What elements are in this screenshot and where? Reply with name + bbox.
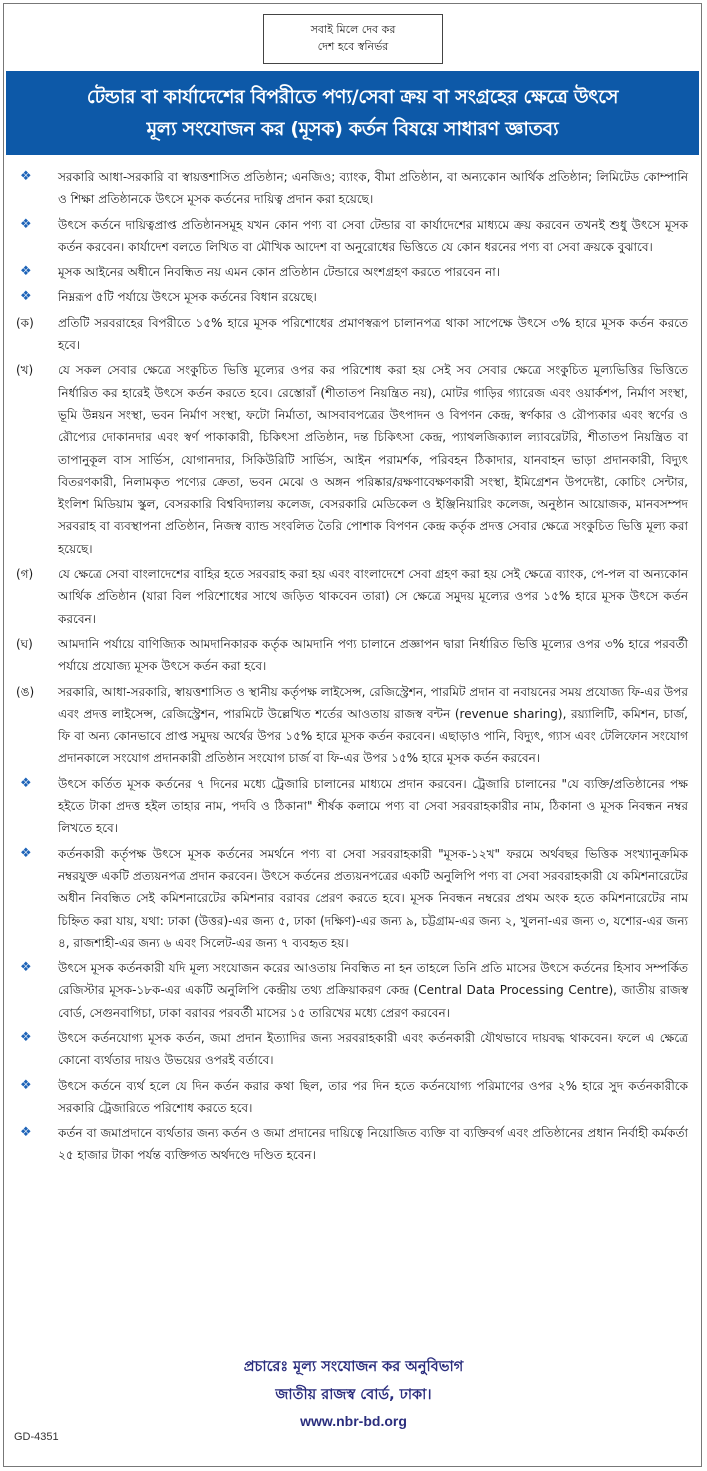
- list-item-text: উৎসে মূসক কর্তনকারী যদি মূল্য সংযোজন করের আওতায় নিবন্ধিত না হন তাহলে তিনি প্রতি মাসের উৎসে কর্তনের হিসাব সম্পর্কিত রেজিস্টার মূসক-১৮ক-এর একটি অনুলিপি কেন্দ্রীয় তথ্য প্রক্রিয়াকরণ কেন্দ্র (Central Data Processing Centre), জাতীয় রাজস্ব বোর্ড, সেগুনবাগিচা, ঢাকা বরাবর পরবর্তী মাসের ১৫ তারিখের মধ্যে প্রেরণ করবেন।: [58, 961, 688, 1020]
- title-line-2: মূল্য সংযোজন কর (মূসক) কর্তন বিষয়ে সাধারণ জ্ঞাতব্য: [146, 118, 559, 140]
- diamond-bullet-icon: ❖: [20, 1077, 32, 1093]
- diamond-bullet-icon: ❖: [20, 169, 32, 184]
- list-item-text: যে ক্ষেত্রে সেবা বাংলাদেশের বাহির হতে সরবরাহ করা হয় এবং বাংলাদেশে সেবা গ্রহণ করা হয় সেই ক্ষেত্রে ব্যাংক, পে-পল বা অন্যকোন আর্থিক প্রতিষ্ঠান (যারা বিল পরিশোধের সাথে জড়িত থাকবেন তারা) সে ক্ষেত্রে সমুদয় মূল্যের ওপর ১৫% হারে মূসক উৎসে কর্তন করবেন।: [58, 567, 688, 626]
- list-item: [12, 957, 688, 1024]
- list-item: [12, 563, 688, 630]
- list-item-marker: (ক): [16, 315, 34, 330]
- notice-list: [12, 166, 688, 1170]
- diamond-bullet-icon: ❖: [20, 264, 32, 280]
- diamond-bullet-icon: ❖: [20, 1125, 32, 1141]
- list-item-text: মূসক আইনের অধীনে নিবন্ধিত নয় এমন কোন প্রতিষ্ঠান টেন্ডারে অংশগ্রহণ করতে পারবেন না।: [58, 265, 501, 280]
- list-item-text: উৎসে কর্তনে ব্যর্থ হলে যে দিন কর্তন করার কথা ছিল, তার পর দিন হতে কর্তনযোগ্য পরিমাণের ওপর ২% হারে সুদ কর্তনকারীকে সরকারি ট্রেজারিতে পরিশোধ করতে হবে।: [58, 1078, 688, 1115]
- list-item: [12, 1027, 688, 1072]
- list-item-marker: (ঙ): [16, 684, 35, 699]
- diamond-bullet-icon: ❖: [20, 845, 32, 861]
- list-item: [12, 214, 688, 259]
- list-item-text: সরকারি আধা-সরকারি বা স্বায়ত্তশাসিত প্রতিষ্ঠান; এনজিও; ব্যাংক, বীমা প্রতিষ্ঠান, বা অন্যকোন আর্থিক প্রতিষ্ঠান; লিমিটেড কোম্পানি ও শিক্ষা প্রতিষ্ঠানকে উৎসে মূসক কর্তনের দায়িত্ব প্রদান করা হয়েছে।: [58, 170, 688, 207]
- list-item-text: যে সকল সেবার ক্ষেত্রে সংকুচিত ভিত্তি মূল্যের ওপর কর পরিশোধ করা হয় সেই সব সেবার ক্ষেত্রে সংকুচিত মূল্যভিত্তির ভিত্তিতে নির্ধারিত কর হারেই উৎসে কর্তন করতে হবে। রেস্তোরাঁ (শীতাতপ নিয়ন্ত্রিত নয়), মোটর গাড়ির গ্যারেজ এবং ওয়ার্কশপ, নির্মাণ সংস্থা, ভূমি উন্নয়ন সংস্থা, ভবন নির্মাণ সংস্থা, ফটো নির্মাতা, আসবাবপত্রের উৎপাদন ও বিপণন কেন্দ্র, স্বর্ণকার ও রৌপ্যকার এবং স্বর্ণের ও রৌপ্যের দোকানদার এবং স্বর্ণ পাকাকারী, চিকিৎসা প্রতিষ্ঠান, দন্ত চিকিৎসা কেন্দ্র, প্যাথলজিক্যাল ল্যাবরেটরি, শীতাতপ নিয়ন্ত্রিত বা তাপানুকূল বাস সার্ভিস, যোগানদার, সিকিউরিটি সার্ভিস, আইন পরামর্শক, পরিবহন ঠিকাদার, যানবাহন ভাড়া প্রদানকারী, বিদ্যুৎ বিতরণকারী, নিলামকৃত পণ্যের ক্রেতা, ভবন মেঝে ও অঙ্গন পরিষ্কার/রক্ষণাবেক্ষণকারী সংস্থা, ইমিগ্রেশন উপদেষ্টা, কোচিং সেন্টার, ইংলিশ মিডিয়াম স্কুল, বেসরকারি বিশ্ববিদ্যালয় কলেজ, বেসরকারি মেডিকেল ও ইঞ্জিনিয়ারিং কলেজ, অনুষ্ঠান আয়োজক, মানবসম্পদ সরবরাহ বা ব্যবস্থাপনা প্রতিষ্ঠান, নিজস্ব ব্যান্ড সংবলিত তৈরি পোশাক বিপণন কেন্দ্র কর্তৃক প্রদত্ত সেবার ক্ষেত্রে সংকুচিত ভিত্তি মূল্য করা হয়েছে।: [58, 363, 688, 556]
- list-item-text: নিম্নরূপ ৫টি পর্যায়ে উৎসে মূসক কর্তনের বিধান রয়েছে।: [58, 290, 317, 305]
- list-item-text: আমদানি পর্যায়ে বাণিজ্যিক আমদানিকারক কর্তৃক আমদানি পণ্য চালানে প্রজ্ঞাপন দ্বারা নির্ধারিত ভিত্তি মূল্যের ওপর ৩% হারে পরবর্তী পর্যায়ে প্রযোজ্য মূসক উৎসে কর্তন করা হবে।: [58, 636, 688, 674]
- list-item-text: প্রতিটি সরবরাহের বিপরীতে ১৫% হারে মূসক পরিশোধের প্রমাণস্বরূপ চালানপত্র থাকা সাপেক্ষে উৎসে ৩% হারে মূসক কর্তন করতে হবে।: [58, 315, 688, 353]
- list-item: [12, 261, 688, 283]
- list-item-text: উৎসে কর্তনযোগ্য মূসক কর্তন, জমা প্রদান ইত্যাদির জন্য সরবরাহকারী এবং কর্তনকারী যৌথভাবে দায়বদ্ধ থাকবেন। ফলে এ ক্ষেত্রে কোনো ব্যর্থতার দায়ও উভয়ের ওপরই বর্তাবে।: [58, 1030, 688, 1068]
- slogan-box: [263, 14, 443, 64]
- list-item: [12, 843, 688, 954]
- list-item-marker: (ঘ): [16, 636, 33, 651]
- diamond-bullet-icon: ❖: [20, 216, 32, 232]
- list-item-marker: (খ): [16, 363, 34, 378]
- list-item-marker: (গ): [16, 567, 34, 582]
- diamond-bullet-icon: ❖: [20, 775, 32, 791]
- list-item: [12, 359, 688, 560]
- slogan-line-1: সবাই মিলে দেব কর: [310, 23, 396, 36]
- footer-website-link[interactable]: www.nbr-bd.org: [300, 1413, 407, 1429]
- list-item: [12, 633, 688, 678]
- list-item: [12, 1075, 688, 1120]
- list-item-text: উৎসে কর্তনে দায়িত্বপ্রাপ্ত প্রতিষ্ঠানসমূহ যখন কোন পণ্য বা সেবা টেন্ডার বা কার্যাদেশের মাধ্যমে ক্রয় করবেন তখনই শুধু উৎসে মূসক কর্তন করবেন। কার্যাদেশ বলতে লিখিত বা মৌখিক আদেশ বা অনুরোধের ভিত্তিতে যে কোন ধরনের পণ্য বা সেবা ক্রয়কে বুঝাবে।: [58, 217, 688, 254]
- list-item: [12, 1122, 688, 1167]
- list-item-text: কর্তন বা জমাপ্রদানে ব্যর্থতার জন্য কর্তন ও জমা প্রদানের দায়িত্বে নিয়োজিত ব্যক্তি বা ব্যক্তিবর্গ এবং প্রতিষ্ঠানের প্রধান নির্বাহী কর্মকর্তা ২৫ হাজার টাকা পর্যন্ত ব্যক্তিগত অর্থদণ্ডে দণ্ডিত হবেন।: [58, 1126, 688, 1163]
- title-banner: [6, 71, 699, 155]
- list-item-text: সরকারি, আধা-সরকারি, স্বায়ত্তশাসিত ও স্থানীয় কর্তৃপক্ষ লাইসেন্স, রেজিস্ট্রেশন, পারমিট প্রদান বা নবায়নের সময় প্রযোজ্য ফি-এর উপর এবং প্রদত্ত লাইসেন্স, রেজিস্ট্রেশন, পারমিটে উল্লেখিত শর্তের আওতায় রাজস্ব বন্টন (revenue sharing), রয়্যালিটি, কমিশন, চার্জ, ফি বা অন্য কোনভাবে প্রাপ্ত সমুদয় অর্থের উপর ১৫% হারে মূসক কর্তন করবেন। এছাড়াও পানি, বিদ্যুৎ, গ্যাস এবং টেলিফোন সংযোগ প্রদানকালে সংযোগ প্রদানকারী প্রতিষ্ঠান সংযোগ চার্জ বা ফি-এর উপর ১৫% হারে মূসক কর্তন করবেন।: [58, 684, 688, 766]
- title-line-1: টেন্ডার বা কার্যাদেশের বিপরীতে পণ্য/সেবা ক্রয় বা সংগ্রহের ক্ষেত্রে উৎসে: [86, 86, 619, 108]
- footer-organization: জাতীয় রাজস্ব বোর্ড, ঢাকা।: [275, 1387, 432, 1403]
- diamond-bullet-icon: ❖: [20, 1029, 32, 1045]
- slogan-line-2: দেশ হবে স্বনির্ভর: [317, 40, 389, 53]
- footer: [0, 1353, 707, 1433]
- list-item: [12, 773, 688, 840]
- list-item: [12, 166, 688, 211]
- list-item-text: উৎসে কর্তিত মূসক কর্তনের ৭ দিনের মধ্যে ট্রেজারি চালানের মাধ্যমে প্রদান করবেন। ট্রেজারি চালানের "যে ব্যক্তি/প্রতিষ্ঠানের পক্ষ হইতে টাকা প্রদত্ত হইল তাহার নাম, পদবি ও ঠিকানা" শীর্ষক কলামে পণ্য বা সেবা সরবরাহকারীর নাম, ঠিকানা ও মূসক নিবন্ধন নম্বর লিখতে হবে।: [58, 776, 688, 836]
- list-item: [12, 681, 688, 770]
- footer-publisher: প্রচারেঃ মূল্য সংযোজন কর অনুবিভাগ: [243, 1359, 464, 1375]
- diamond-bullet-icon: ❖: [20, 960, 32, 976]
- document-code: GD-4351: [14, 1431, 59, 1443]
- diamond-bullet-icon: ❖: [20, 289, 32, 305]
- list-item: [12, 312, 688, 357]
- list-item: [12, 286, 688, 308]
- list-item-text: কর্তনকারী কর্তৃপক্ষ উৎসে মূসক কর্তনের সমর্থনে পণ্য বা সেবা সরবরাহকারী "মূসক-১২খ" ফরমে অর্থবছর ভিত্তিক সংখ্যানুক্রমিক নম্বরযুক্ত একটি প্রত্যয়নপত্র প্রদান করবেন। উৎসে কর্তনের প্রত্যয়নপত্রের একটি অনুলিপি পণ্য বা সেবা সরবরাহকারী যে কমিশনারেটের অধীন নিবন্ধিত সেই কমিশনারেটের কমিশনার বরাবর প্রেরণ করতে হবে। মূসক নিবন্ধন নম্বরের প্রথম অংক হতে কমিশনারেটের নাম চিহ্নিত করা যায়, যথা: ঢাকা (উত্তর)-এর জন্য ৫, ঢাকা (দক্ষিণ)-এর জন্য ৯, চট্টগ্রাম-এর জন্য ২, খুলনা-এর জন্য ৩, যশোর-এর জন্য ৪, রাজশাহী-এর জন্য ৬ এবং সিলেট-এর জন্য ৭ ব্যবহৃত হয়।: [58, 846, 688, 950]
